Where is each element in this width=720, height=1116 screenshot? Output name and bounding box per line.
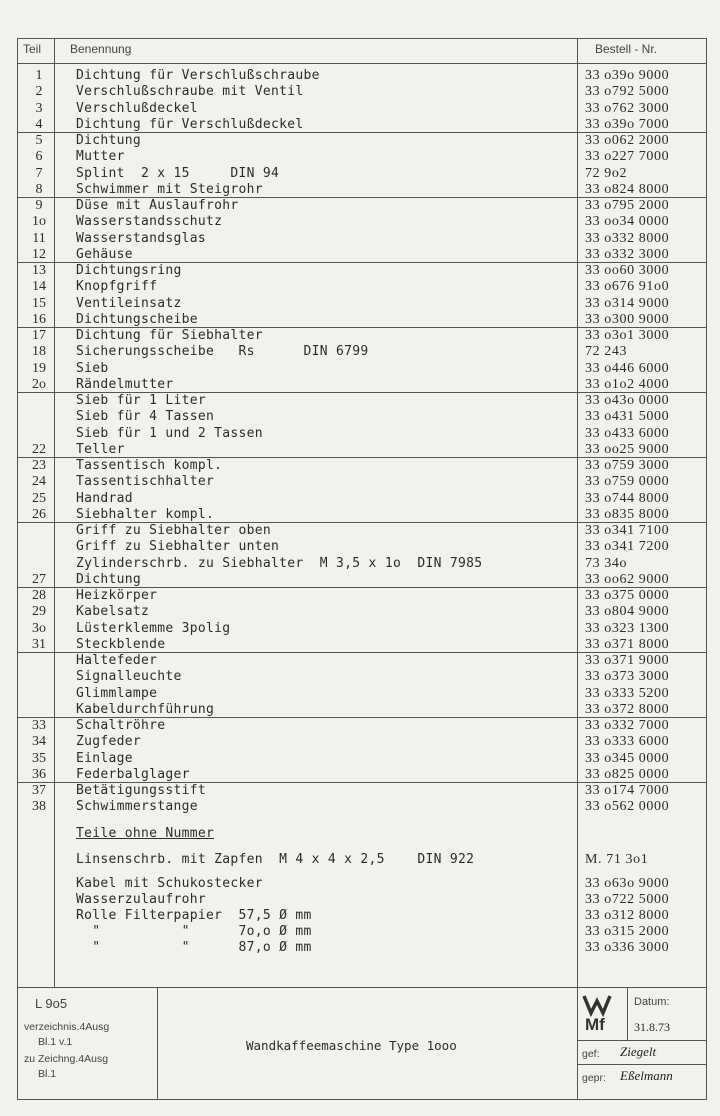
table-row [0, 474, 720, 490]
part-name: Teller [76, 441, 125, 457]
order-number: 33 o062 2000 [585, 133, 670, 148]
footer-divider-logo [627, 987, 628, 1040]
order-number: 33 o227 7000 [585, 149, 670, 165]
order-number: 33 o676 91o0 [585, 279, 670, 295]
order-number: 33 o332 7000 [585, 718, 670, 733]
part-number: 38 [32, 799, 46, 815]
extra-order-number: 33 o63o 9000 [585, 876, 670, 891]
datum-label: Datum: [634, 996, 670, 1008]
extra-order-number: 33 o722 5000 [585, 892, 670, 907]
part-number: 31 [32, 636, 46, 652]
part-name: Sieb für 4 Tassen [76, 409, 215, 425]
order-number: 73 34o [585, 555, 628, 571]
order-number: 33 o39o 9000 [585, 68, 670, 83]
order-number: 33 oo60 3000 [585, 263, 670, 278]
part-number: 2o [32, 376, 46, 392]
extra-order-number: 33 o315 2000 [585, 924, 670, 939]
extra-part-name: Kabel mit Schukostecker [76, 876, 263, 891]
extra-order-number: 33 o336 3000 [585, 940, 670, 955]
part-number: 6 [35, 149, 43, 165]
part-name: Griff zu Siebhalter unten [76, 539, 280, 555]
part-name: Ventileinsatz [76, 295, 182, 311]
list-item [0, 876, 720, 892]
v-label: v. [59, 1036, 67, 1048]
order-number: 33 o1o2 4000 [585, 376, 670, 392]
order-number: 33 o332 3000 [585, 246, 670, 262]
extra-part-name: Linsenschrb. mit Zapfen M 4 x 4 x 2,5 DIN 922 [76, 852, 475, 867]
part-name: Federbalglager [76, 766, 190, 782]
order-number: 33 o824 8000 [585, 181, 670, 197]
part-name: Glimmlampe [76, 685, 158, 701]
extra-part-name: " " 87,o Ø mm [76, 940, 312, 955]
table-row [0, 68, 720, 84]
order-number: 33 o431 5000 [585, 409, 670, 425]
part-number: 23 [32, 458, 46, 473]
footer-divider-gepr [577, 1064, 707, 1065]
svg-text:Mf: Mf [585, 1015, 605, 1033]
bl2-label: Bl. [38, 1068, 51, 1080]
list-item [0, 908, 720, 924]
part-number: 5 [35, 133, 43, 148]
order-number: 33 o373 3000 [585, 669, 670, 685]
order-number: 33 o759 0000 [585, 474, 670, 490]
part-name: Düse mit Auslaufrohr [76, 198, 239, 213]
zeichnung-ausg: 4 [78, 1053, 85, 1065]
bl-total: 1 [66, 1036, 73, 1048]
part-name: Schaltröhre [76, 718, 166, 733]
table-row [0, 751, 720, 767]
table-row [0, 344, 720, 360]
bl-label: Bl. [38, 1036, 51, 1048]
part-number: 8 [35, 181, 43, 197]
table-row [0, 458, 720, 474]
order-number: 33 o39o 7000 [585, 116, 670, 132]
table-row [0, 279, 720, 295]
part-number: 15 [32, 295, 46, 311]
part-name: Kabeldurchführung [76, 701, 215, 717]
order-number: 33 o345 0000 [585, 750, 670, 766]
verzeichnis-label: verzeichnis. [24, 1021, 80, 1033]
zeichnung-info [24, 1052, 108, 1082]
part-name: Einlage [76, 750, 133, 766]
table-row [0, 767, 720, 783]
table-row [0, 734, 720, 750]
gepr-label: gepr: [582, 1072, 606, 1084]
datum-value: 31.8.73 [634, 1020, 670, 1034]
part-name: Splint 2 x 15 DIN 94 [76, 165, 280, 181]
order-number: 33 o804 9000 [585, 604, 670, 620]
order-number: 33 o792 5000 [585, 84, 670, 100]
part-name: Sieb für 1 und 2 Tassen [76, 425, 263, 441]
part-number: 3 [35, 100, 43, 116]
table-row [0, 182, 720, 198]
part-name: Dichtung für Verschlußschraube [76, 68, 320, 83]
part-name: Griff zu Siebhalter oben [76, 523, 272, 538]
part-name: Heizkörper [76, 588, 158, 603]
table-row [0, 101, 720, 117]
extra-part-name: Wasserzulaufrohr [76, 892, 207, 907]
table-row [0, 133, 720, 149]
part-name: Betätigungsstift [76, 783, 207, 798]
table-row [0, 198, 720, 214]
part-name: Dichtung [76, 133, 142, 148]
part-name: Wasserstandsschutz [76, 214, 223, 230]
part-number: 35 [32, 750, 46, 766]
table-row [0, 669, 720, 685]
order-number: 33 o371 8000 [585, 636, 670, 652]
order-number: 33 oo34 0000 [585, 214, 670, 230]
table-row [0, 523, 720, 539]
bl2-value: 1 [50, 1068, 57, 1080]
part-name: Schwimmer mit Steigrohr [76, 181, 263, 197]
verzeichnis-info [24, 1020, 109, 1050]
part-number: 18 [32, 344, 46, 360]
footer-divider-gef [577, 1040, 707, 1041]
order-number: 72 9o2 [585, 165, 628, 181]
order-number: 33 o371 9000 [585, 653, 670, 668]
part-name: Kabelsatz [76, 604, 150, 620]
part-number: 2 [35, 84, 43, 100]
part-number: 1o [32, 214, 46, 230]
table-row [0, 637, 720, 653]
order-number: 33 o341 7200 [585, 539, 670, 555]
part-name: Sieb für 1 Liter [76, 393, 207, 408]
gepr-signature: Eßelmann [620, 1068, 673, 1083]
part-name: Sicherungsscheibe Rs DIN 6799 [76, 344, 369, 360]
order-number: 33 o314 9000 [585, 295, 670, 311]
order-number: 33 o825 0000 [585, 766, 670, 782]
part-name: Tassentisch kompl. [76, 458, 223, 473]
part-number: 3o [32, 620, 46, 636]
part-name: Handrad [76, 490, 133, 506]
table-row [0, 491, 720, 507]
part-name: Gehäuse [76, 246, 133, 262]
part-number: 4 [35, 116, 43, 132]
part-number: 13 [32, 263, 46, 278]
part-number: 16 [32, 311, 46, 327]
footer-divider [17, 987, 707, 988]
header-benennung: Benennung [70, 42, 132, 56]
list-item [0, 852, 720, 868]
order-number: 33 o835 8000 [585, 506, 670, 522]
extra-order-number: M. 71 3o1 [585, 852, 649, 867]
part-number: 28 [32, 588, 46, 603]
header-divider [17, 63, 707, 64]
part-number: 34 [32, 734, 46, 750]
part-name: Sieb [76, 360, 109, 376]
part-name: Schwimmerstange [76, 799, 198, 815]
part-name: Dichtungscheibe [76, 311, 198, 327]
table-row [0, 328, 720, 344]
table-row [0, 166, 720, 182]
table-row [0, 296, 720, 312]
part-name: Tassentischhalter [76, 474, 215, 490]
part-name: Dichtungsring [76, 263, 182, 278]
table-row [0, 409, 720, 425]
part-name: Haltefeder [76, 653, 158, 668]
table-row [0, 718, 720, 734]
table-row [0, 84, 720, 100]
order-number: 33 o762 3000 [585, 100, 670, 116]
part-number: 9 [35, 198, 43, 213]
order-number: 33 o323 1300 [585, 620, 670, 636]
part-name: Knopfgriff [76, 279, 158, 295]
list-item [0, 940, 720, 956]
table-row [0, 117, 720, 133]
part-name: Steckblende [76, 636, 166, 652]
part-number: 24 [32, 474, 46, 490]
order-number: 72 243 [585, 344, 628, 360]
part-number: 17 [32, 328, 46, 343]
order-number: 33 o3o1 3000 [585, 328, 670, 343]
part-number: 19 [32, 360, 46, 376]
table-row [0, 783, 720, 799]
order-number: 33 o332 8000 [585, 230, 670, 246]
part-number: 14 [32, 279, 46, 295]
table-row [0, 604, 720, 620]
part-name: Dichtung [76, 571, 142, 587]
order-number: 33 o333 6000 [585, 734, 670, 750]
footer-divider-left [157, 987, 158, 1100]
part-name: Dichtung für Siebhalter [76, 328, 263, 343]
part-number: 33 [32, 718, 46, 733]
zeichnung-ausg-label: Ausg [84, 1053, 109, 1065]
order-number: 33 o759 3000 [585, 458, 670, 473]
table-row [0, 426, 720, 442]
table-row [0, 507, 720, 523]
zeichnung-label: zu Zeichng. [24, 1053, 79, 1065]
table-row [0, 588, 720, 604]
list-item [0, 892, 720, 908]
table-row [0, 393, 720, 409]
part-name: Zugfeder [76, 734, 142, 750]
order-number: 33 oo62 9000 [585, 571, 670, 587]
header-bestell-nr: Bestell - Nr. [595, 42, 658, 56]
part-number: 29 [32, 604, 46, 620]
part-number: 12 [32, 246, 46, 262]
verzeichnis-ausg: 4 [79, 1021, 86, 1033]
part-number: 27 [32, 571, 46, 587]
order-number: 33 o333 5200 [585, 685, 670, 701]
order-number: 33 oo25 9000 [585, 441, 670, 457]
table-row [0, 702, 720, 718]
part-name: Verschlußdeckel [76, 100, 198, 116]
order-number: 33 o744 8000 [585, 490, 670, 506]
table-row [0, 799, 720, 815]
part-name: Verschlußschraube mit Ventil [76, 84, 304, 100]
order-number: 33 o372 8000 [585, 701, 670, 717]
part-name: Lüsterklemme 3polig [76, 620, 231, 636]
order-number: 33 o562 0000 [585, 799, 670, 815]
extra-part-name: Rolle Filterpapier 57,5 Ø mm [76, 908, 312, 923]
wmf-logo-icon [581, 993, 625, 1033]
order-number: 33 o446 6000 [585, 360, 670, 376]
table-row [0, 556, 720, 572]
part-number: 22 [32, 441, 46, 457]
table-row [0, 621, 720, 637]
table-row [0, 361, 720, 377]
part-name: Wasserstandsglas [76, 230, 207, 246]
part-number: 7 [35, 165, 43, 181]
table-row [0, 214, 720, 230]
part-number: 26 [32, 506, 46, 522]
gef-signature: Ziegelt [620, 1044, 657, 1059]
section-heading-teile-ohne-nummer: Teile ohne Nummer [76, 826, 215, 841]
extra-part-name: " " 7o,o Ø mm [76, 924, 312, 939]
extra-order-number: 33 o312 8000 [585, 908, 670, 923]
order-number: 33 o43o 0000 [585, 393, 670, 408]
document-number: L 9o5 [35, 996, 68, 1011]
table-row [0, 442, 720, 458]
table-row [0, 653, 720, 669]
machine-title: Wandkaffeemaschine Type 1ooo [246, 1038, 457, 1053]
gef-label: gef: [582, 1048, 600, 1060]
table-row [0, 247, 720, 263]
part-name: Dichtung für Verschlußdeckel [76, 116, 304, 132]
table-row [0, 539, 720, 555]
order-number: 33 o433 6000 [585, 425, 670, 441]
list-item [0, 924, 720, 940]
part-name: Signalleuchte [76, 669, 182, 685]
part-number: 25 [32, 490, 46, 506]
bl-value: 1 [50, 1036, 57, 1048]
part-name: Zylinderschrb. zu Siebhalter M 3,5 x 1o DIN 7985 [76, 555, 483, 571]
part-number: 11 [32, 230, 46, 246]
table-row [0, 377, 720, 393]
part-name: Rändelmutter [76, 376, 174, 392]
table-row [0, 149, 720, 165]
order-number: 33 o795 2000 [585, 198, 670, 213]
part-number: 1 [35, 68, 43, 83]
part-number: 37 [32, 783, 46, 798]
verzeichnis-ausg-label: Ausg [85, 1021, 110, 1033]
order-number: 33 o375 0000 [585, 588, 670, 603]
order-number: 33 o174 7000 [585, 783, 670, 798]
table-row [0, 231, 720, 247]
table-row [0, 572, 720, 588]
table-row [0, 312, 720, 328]
order-number: 33 o341 7100 [585, 523, 670, 538]
table-row [0, 686, 720, 702]
part-name: Mutter [76, 149, 125, 165]
part-name: Siebhalter kompl. [76, 506, 215, 522]
order-number: 33 o300 9000 [585, 311, 670, 327]
table-row [0, 263, 720, 279]
part-number: 36 [32, 766, 46, 782]
header-teil: Teil [23, 42, 42, 56]
